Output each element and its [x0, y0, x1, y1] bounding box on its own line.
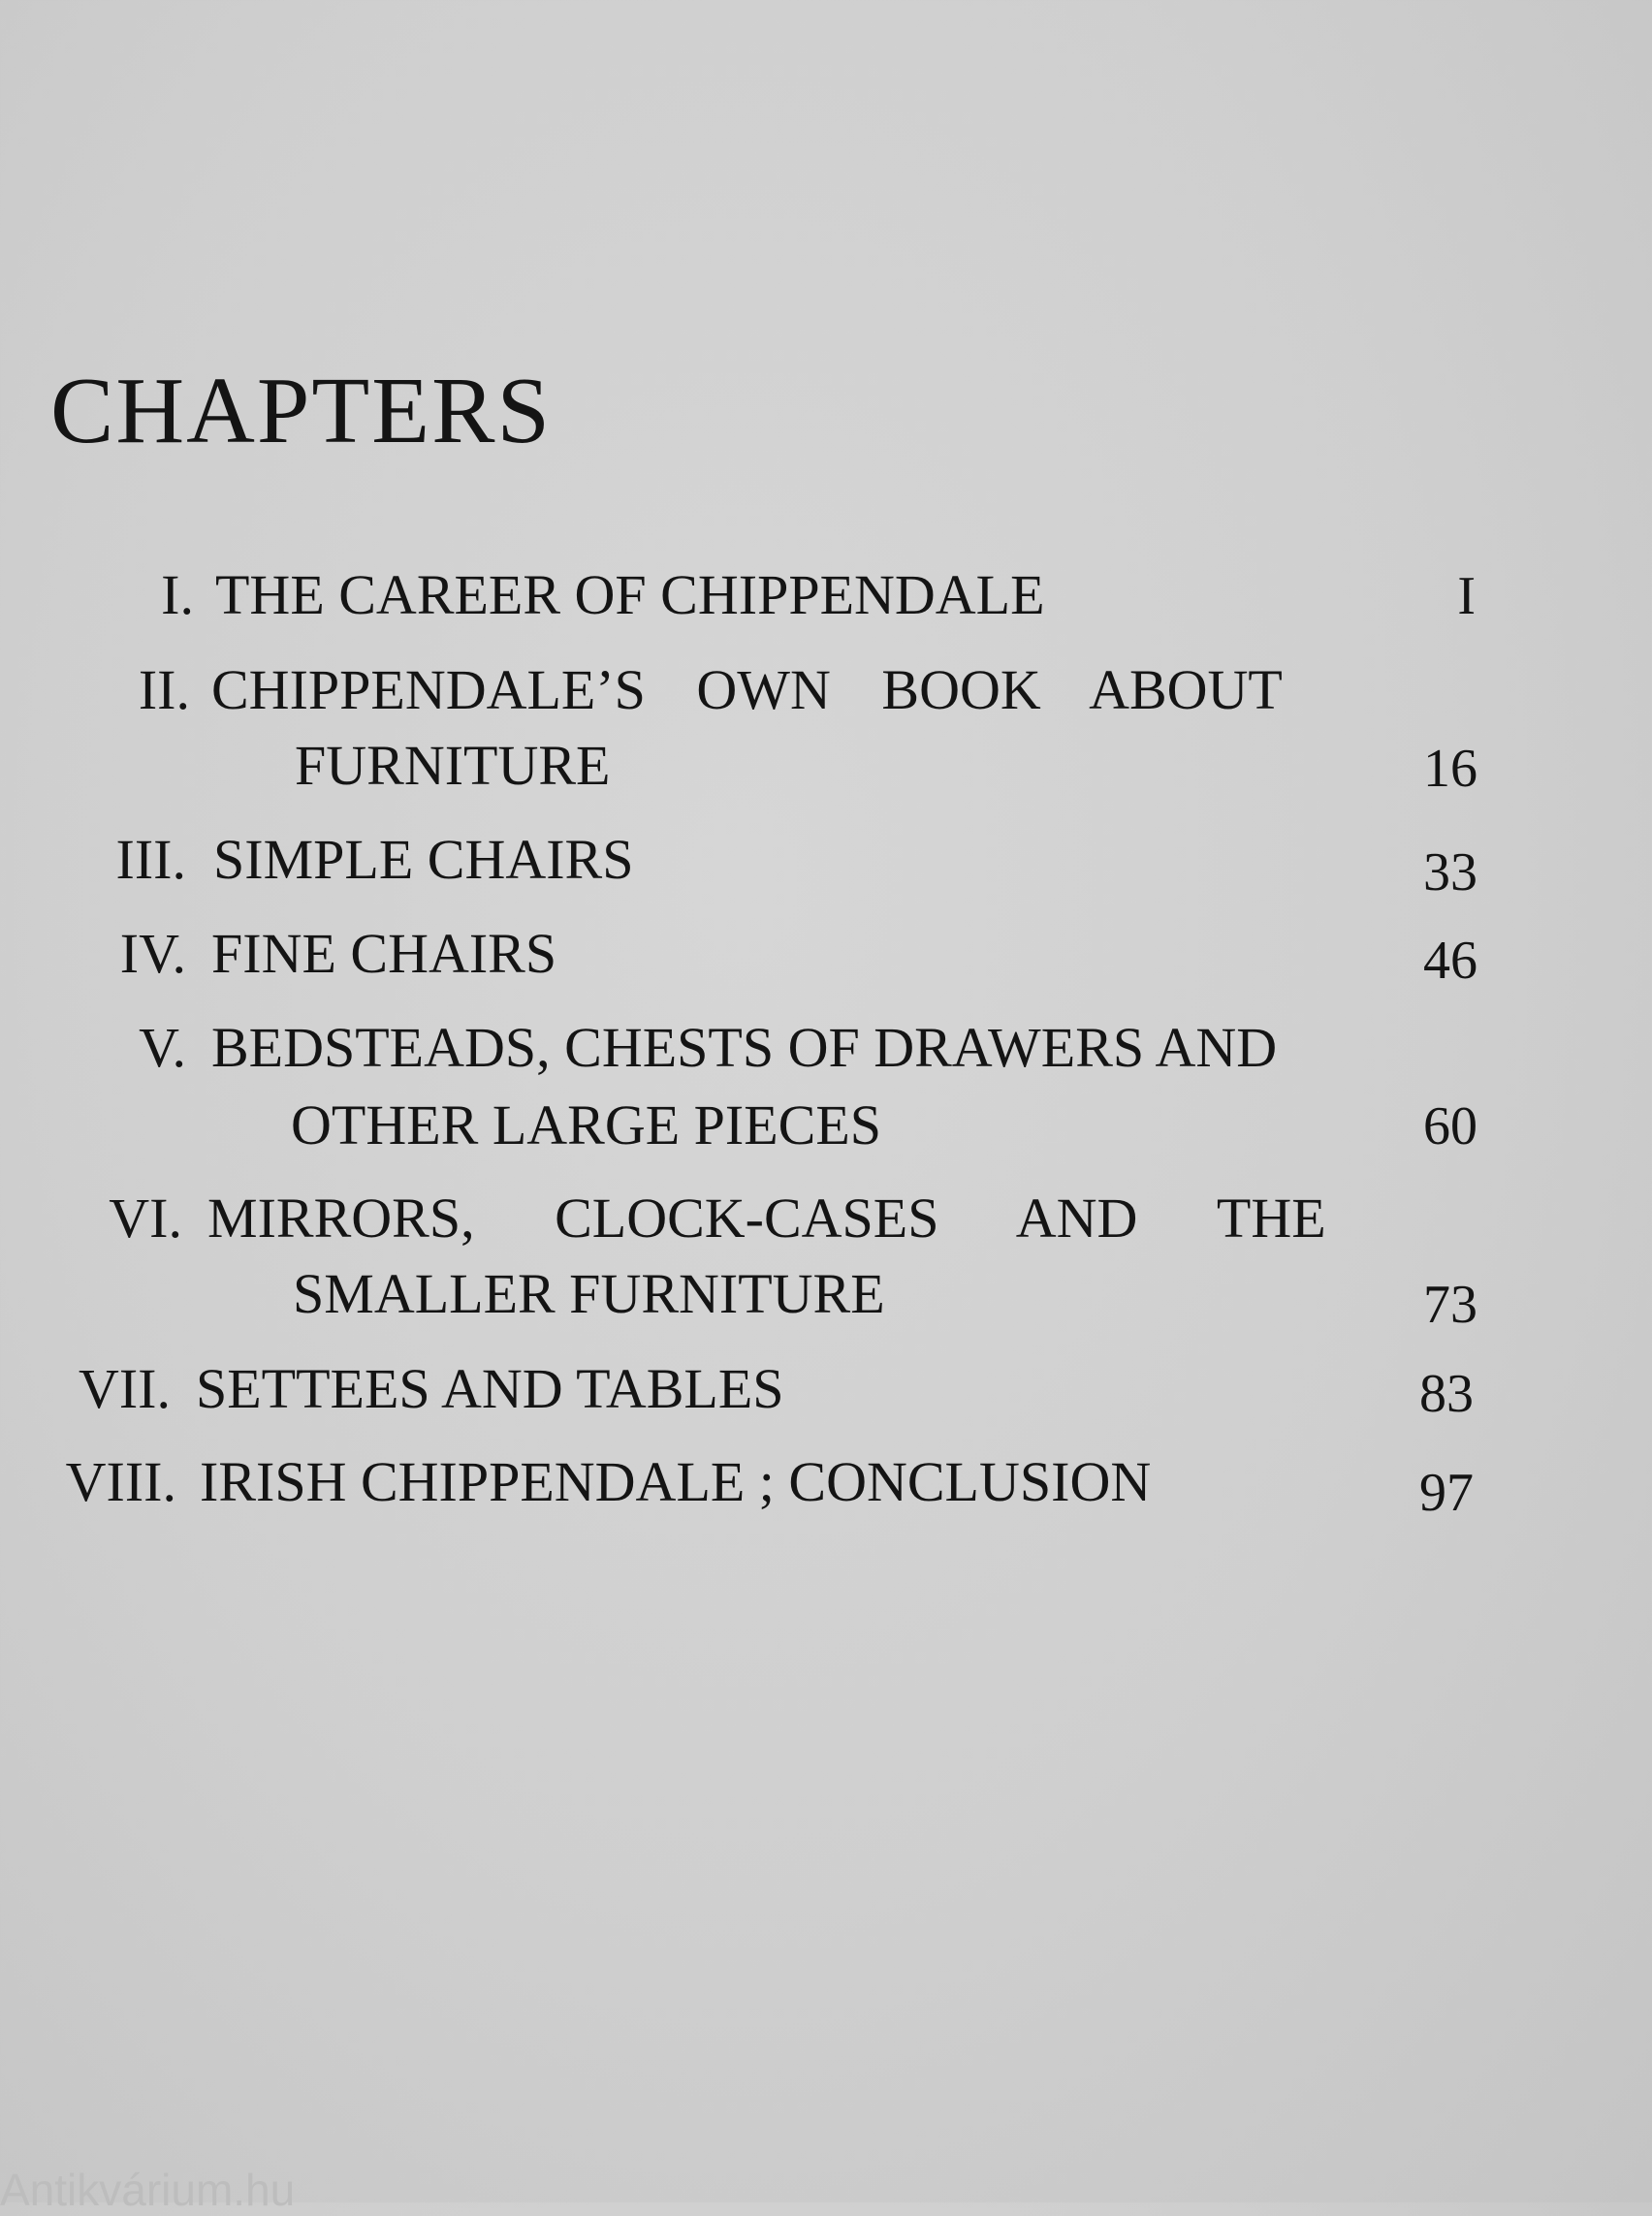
chapter-title: THE CAREER OF CHIPPENDALE: [215, 563, 1045, 626]
chapter-numeral: VIII.: [65, 1450, 176, 1513]
chapter-page-number: 46: [1423, 931, 1477, 991]
watermark: Antikvárium.hu: [0, 2165, 296, 2215]
chapter-page-number: 83: [1419, 1364, 1474, 1424]
page-title: CHAPTERS: [50, 359, 553, 463]
chapter-numeral: VII.: [78, 1357, 171, 1420]
chapter-title-line-1: MIRRORS, CLOCK-CASES AND THE: [207, 1187, 1326, 1250]
chapter-title: IRISH CHIPPENDALE ; CONCLUSION: [200, 1450, 1152, 1513]
chapter-page-number: 97: [1419, 1463, 1474, 1523]
chapter-numeral: VI.: [109, 1187, 182, 1250]
chapter-title-line-2: SMALLER FURNITURE: [293, 1262, 885, 1325]
chapter-numeral: III.: [115, 828, 186, 891]
chapter-numeral: II.: [138, 658, 190, 721]
chapter-title-line-1: CHIPPENDALE’S OWN BOOK ABOUT: [211, 658, 1283, 721]
chapter-numeral: I.: [161, 563, 194, 626]
chapter-page-number: 16: [1423, 739, 1477, 799]
chapter-title: SETTEES AND TABLES: [196, 1357, 784, 1420]
chapter-title: FINE CHAIRS: [211, 922, 557, 985]
chapter-title-line-1: BEDSTEADS, CHESTS OF DRAWERS AND: [211, 1016, 1278, 1079]
chapter-numeral: V.: [139, 1016, 186, 1079]
chapter-page-number: 33: [1423, 842, 1477, 902]
chapter-page-number: 73: [1423, 1275, 1477, 1335]
chapter-numeral: IV.: [119, 922, 186, 985]
chapter-page-number: 60: [1423, 1096, 1477, 1156]
chapter-title-line-2: OTHER LARGE PIECES: [291, 1093, 881, 1156]
chapter-page-number: I: [1457, 566, 1476, 626]
chapter-title-line-2: FURNITURE: [295, 734, 611, 797]
chapter-title: SIMPLE CHAIRS: [213, 828, 634, 891]
